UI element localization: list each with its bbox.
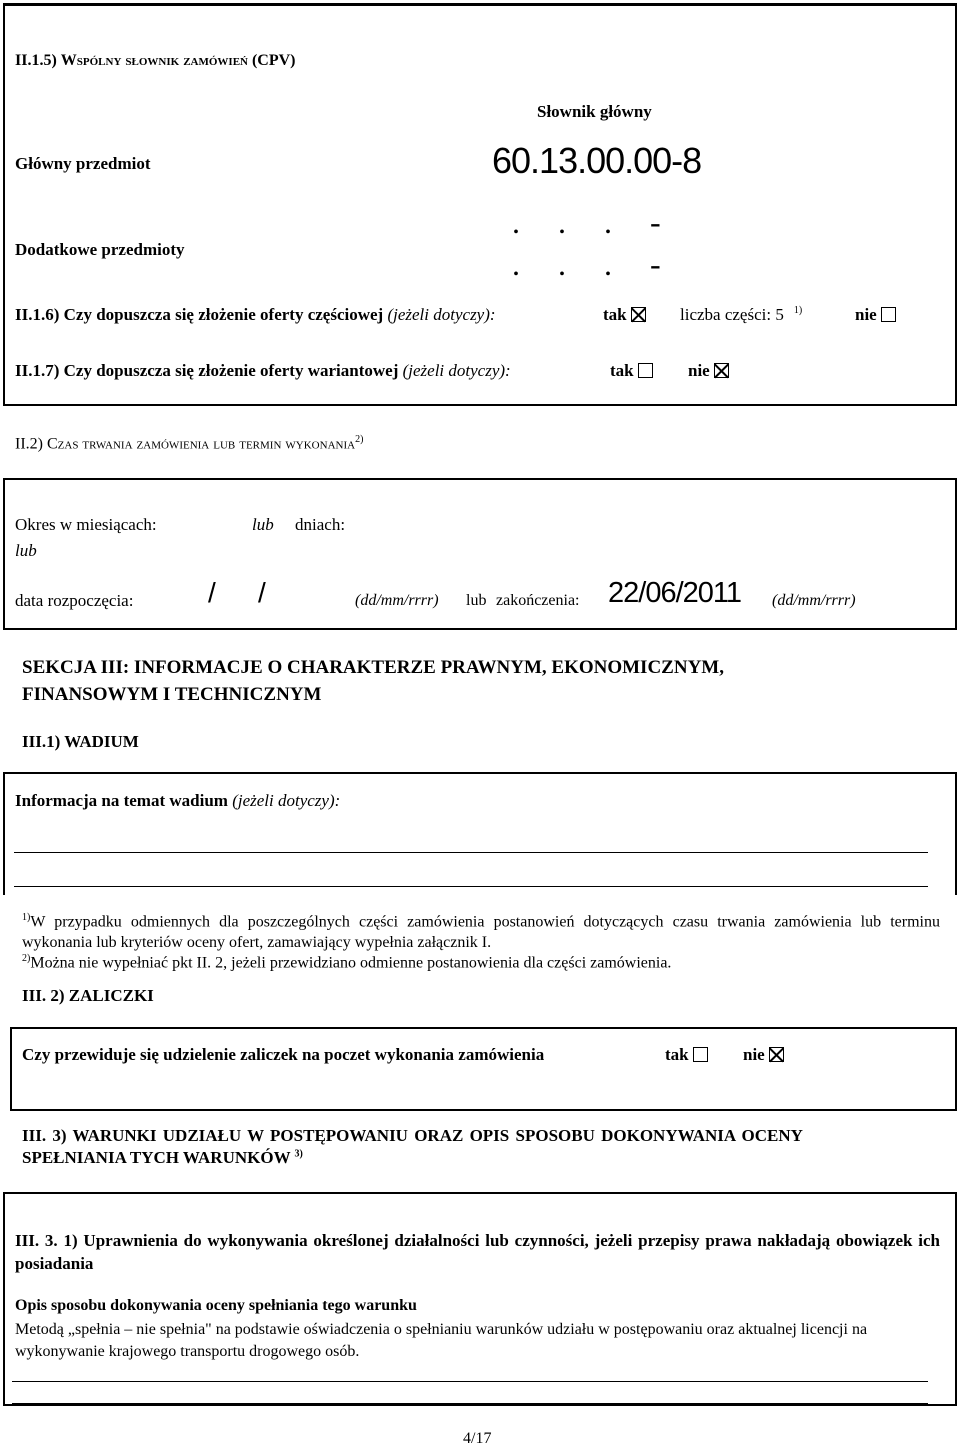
section3-title-line1: SEKCJA III: INFORMACJE O CHARAKTERZE PRAWNYM, EKONOMICZNYM,	[22, 657, 724, 678]
end-date-value: 22/06/2011	[608, 577, 741, 609]
months-label: Okres w miesiącach:	[15, 515, 157, 534]
variant-offer-row: II.1.7) Czy dopuszcza się złożenie oferty wariantowej (jeżeli dotyczy):	[15, 361, 511, 380]
wadium-info-label: Informacja na temat wadium (jeżeli dotyczy):	[15, 791, 341, 810]
additional-subject-line-2: . . . -	[512, 246, 661, 282]
or-end-label: lub	[466, 592, 487, 609]
partial-offer-row: II.1.6) Czy dopuszcza się złożenie oferty częściowej (jeżeli dotyczy):	[15, 305, 496, 324]
main-subject-code: 60.13.00.00-8	[492, 140, 702, 181]
variant-offer-yes[interactable]: tak	[610, 361, 653, 381]
conditions-heading-line2: SPEŁNIANIA TYCH WARUNKÓW $^{3)}$	[22, 1148, 303, 1167]
conditions-desc-text: Metodą „spełnia – nie spełnia" na podstawie oświadczenia o spełnianiu warunków udziału w postępowaniu oraz aktualnej licencji na wykonywanie krajowego transportu drogowego osób.	[15, 1321, 868, 1360]
date-format-hint-1: (dd/mm/rrrr)	[355, 592, 439, 609]
footnote-1: $^{1)}$W przypadku odmiennych dla poszczególnych części zamówienia postanowień dotyczących czasu trwania zamówienia lub terminu wykonania lub kryteriów oceny ofert, zamawiający wypełnia załącznik I.	[22, 912, 940, 952]
partial-offer-no[interactable]: nie	[855, 305, 896, 325]
advances-box	[10, 1027, 957, 1111]
conditions-answer-line-2	[12, 1403, 928, 1404]
advances-heading: III. 2) ZALICZKI	[22, 986, 154, 1005]
wadium-heading: III.1) WADIUM	[22, 732, 139, 751]
footnote-2: $^{2)}$Można nie wypełniać pkt II. 2, jeżeli przewidziano odmienne postanowienia dla części zamówienia.	[22, 953, 672, 972]
start-date-slash-2: /	[258, 577, 266, 608]
partial-offer-no-checkbox[interactable]	[881, 307, 896, 322]
or-label-2: lub	[15, 541, 37, 560]
partial-offer-question: II.1.6) Czy dopuszcza się złożenie oferty częściowej	[15, 305, 388, 324]
additional-subject-line-1: . . . -	[512, 204, 661, 240]
page-number: 4/17	[463, 1430, 492, 1447]
partial-offer-parts: liczba części: 5 $^{1)}$	[680, 305, 803, 324]
partial-offer-yes[interactable]: tak	[603, 305, 646, 325]
start-date-slash-1: /	[208, 577, 216, 608]
advances-no[interactable]: nie	[743, 1045, 784, 1065]
conditions-answer-line-1	[12, 1381, 928, 1382]
start-date-label: data rozpoczęcia:	[15, 591, 134, 610]
cpv-dictionary-label: Słownik główny	[537, 102, 652, 121]
section3-title-line2: FINANSOWYM I TECHNICZNYM	[22, 684, 322, 705]
variant-offer-yes-checkbox[interactable]	[638, 363, 653, 378]
wadium-answer-line-2	[14, 886, 928, 887]
main-subject-label: Główny przedmiot	[15, 154, 151, 173]
variant-offer-no[interactable]: nie	[688, 361, 729, 381]
date-format-hint-2: (dd/mm/rrrr)	[772, 592, 856, 609]
advances-yes[interactable]: tak	[665, 1045, 708, 1065]
or-label-1: lub	[252, 515, 274, 534]
conditions-desc-heading: Opis sposobu dokonywania oceny spełniania tego warunku	[15, 1297, 417, 1314]
conditions-heading-line1: III. 3) WARUNKI UDZIAŁU W POSTĘPOWANIU ORAZ OPIS SPOSOBU DOKONYWANIA OCENY	[22, 1126, 803, 1145]
end-date-label: zakończenia:	[496, 592, 580, 609]
conditions-sub-heading: III. 3. 1) Uprawnienia do wykonywania określonej działalności lub czynności, jeżeli przepisy prawa nakładają obowiązek ich posiadania	[15, 1231, 940, 1273]
additional-subjects-label: Dodatkowe przedmioty	[15, 240, 185, 259]
wadium-answer-line-1	[14, 852, 928, 853]
advances-yes-checkbox[interactable]	[693, 1047, 708, 1062]
partial-offer-yes-checkbox[interactable]	[631, 307, 646, 322]
cpv-heading: II.1.5) Wspólny słownik zamówień (CPV)	[15, 52, 296, 69]
advances-no-checkbox[interactable]	[769, 1047, 784, 1062]
days-label: dniach:	[295, 515, 346, 534]
variant-offer-no-checkbox[interactable]	[714, 363, 729, 378]
duration-heading: II.2) Czas trwania zamówienia lub termin wykonania$^{2)}$	[15, 434, 364, 453]
advances-question: Czy przewiduje się udzielenie zaliczek na poczet wykonania zamówienia	[22, 1045, 545, 1064]
